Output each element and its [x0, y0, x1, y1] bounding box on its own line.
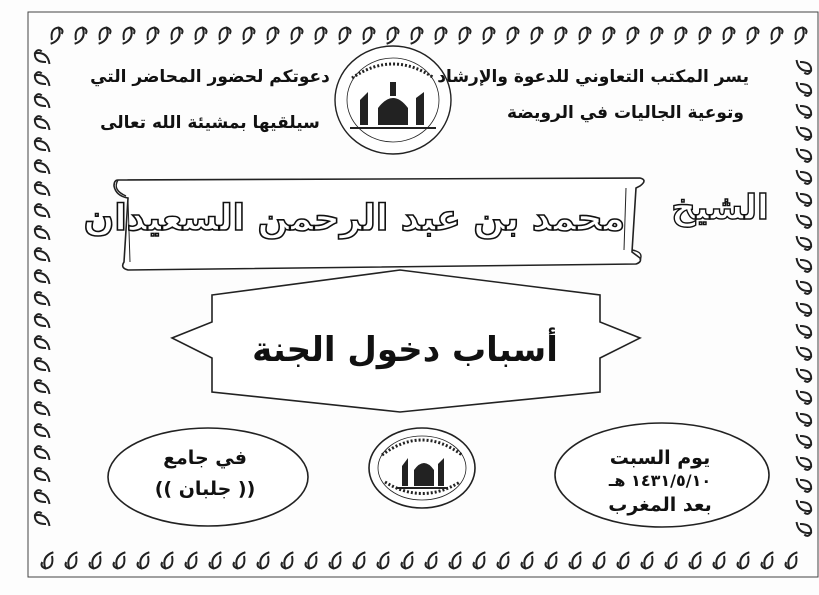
border-swirl: [33, 291, 53, 308]
border-swirl: [33, 49, 53, 66]
border-swirl: [793, 520, 813, 537]
border-swirl: [432, 26, 447, 46]
border-swirl: [112, 550, 127, 570]
border-swirl: [33, 181, 53, 198]
border-swirl: [576, 26, 591, 46]
border-swirl: [33, 115, 53, 132]
border-swirl: [760, 550, 775, 570]
border-swirl: [384, 26, 399, 46]
border-swirl: [793, 124, 813, 141]
border-swirl: [120, 26, 135, 46]
border-swirl: [768, 26, 783, 46]
border-swirl: [793, 212, 813, 229]
border-swirl: [792, 26, 807, 46]
border-swirl: [472, 550, 487, 570]
border-swirl: [496, 550, 511, 570]
border-swirl: [376, 550, 391, 570]
border-swirl: [784, 550, 799, 570]
border-swirl: [33, 137, 53, 154]
border-swirl: [72, 26, 87, 46]
border-swirl: [793, 146, 813, 163]
border-swirl: [33, 93, 53, 110]
organization-line-2: وتوعية الجاليات في الرويضة: [507, 103, 744, 123]
border-swirl: [136, 550, 151, 570]
invitation-line-1: دعوتكم لحضور المحاضر التي: [90, 67, 330, 87]
border-swirl: [304, 550, 319, 570]
border-swirl: [793, 256, 813, 273]
border-swirl: [33, 511, 53, 528]
border-swirl: [400, 550, 415, 570]
border-swirl: [720, 26, 735, 46]
border-swirl: [33, 71, 53, 88]
border-swirl: [793, 344, 813, 361]
border-swirl: [216, 26, 231, 46]
border-swirl: [640, 550, 655, 570]
border-swirl: [793, 58, 813, 75]
venue-oval: [108, 428, 308, 526]
border-swirl: [448, 550, 463, 570]
border-swirl: [793, 454, 813, 471]
border-swirl: [144, 26, 159, 46]
border-swirl: [96, 26, 111, 46]
border-swirl: [360, 26, 375, 46]
border-swirl: [793, 498, 813, 515]
border-swirl: [544, 550, 559, 570]
border-swirl: [520, 550, 535, 570]
border-swirl: [793, 476, 813, 493]
border-swirl: [600, 26, 615, 46]
border-swirl: [793, 190, 813, 207]
border-swirl: [256, 550, 271, 570]
border-swirl: [648, 26, 663, 46]
border-swirl: [480, 26, 495, 46]
border-swirl: [793, 80, 813, 97]
border-swirl: [33, 489, 53, 506]
border-swirl: [793, 102, 813, 119]
border-swirl: [33, 247, 53, 264]
border-swirl: [33, 313, 53, 330]
schedule-date: ١٤٣١/٥/١٠ هـ: [608, 471, 712, 490]
border-swirl: [672, 26, 687, 46]
border-swirl: [793, 168, 813, 185]
border-swirl: [688, 550, 703, 570]
border-swirl: [168, 26, 183, 46]
border-swirl: [793, 322, 813, 339]
border-swirl: [664, 550, 679, 570]
lecture-title: أسباب دخول الجنة: [252, 330, 558, 370]
border-swirl: [208, 550, 223, 570]
border-swirl: [793, 234, 813, 251]
border-swirl: [793, 278, 813, 295]
border-swirl: [456, 26, 471, 46]
border-swirl: [33, 225, 53, 242]
border-swirl: [528, 26, 543, 46]
organization-line-1: يسر المكتب التعاوني للدعوة والإرشاد: [437, 67, 749, 87]
border-swirl: [312, 26, 327, 46]
border-swirl: [408, 26, 423, 46]
border-swirl: [288, 26, 303, 46]
border-swirl: [33, 379, 53, 396]
border-swirl: [88, 550, 103, 570]
speaker-title: الشيخ: [671, 188, 769, 228]
border-swirl: [328, 550, 343, 570]
border-swirl: [64, 550, 79, 570]
border-swirl: [33, 401, 53, 418]
speaker-name: محمد بن عبد الرحمن السعيدان: [83, 198, 625, 239]
venue-label: في جامع: [163, 447, 247, 469]
border-swirl: [793, 388, 813, 405]
mosque-name: (( جلبان )): [154, 478, 256, 500]
border-swirl: [712, 550, 727, 570]
border-swirl: [48, 26, 63, 46]
border-swirl: [33, 423, 53, 440]
border-swirl: [33, 467, 53, 484]
border-swirl: [736, 550, 751, 570]
border-swirl: [793, 300, 813, 317]
border-swirl: [568, 550, 583, 570]
border-swirl: [184, 550, 199, 570]
border-swirl: [504, 26, 519, 46]
border-swirl: [744, 26, 759, 46]
border-swirl: [793, 410, 813, 427]
border-swirl: [33, 335, 53, 352]
border-swirl: [352, 550, 367, 570]
mosque-stamp-icon: [369, 428, 475, 508]
border-swirl: [232, 550, 247, 570]
border-swirl: [33, 445, 53, 462]
border-swirl: [592, 550, 607, 570]
border-swirl: [264, 26, 279, 46]
border-swirl: [793, 432, 813, 449]
border-swirl: [160, 550, 175, 570]
border-swirl: [696, 26, 711, 46]
border-swirl: [33, 269, 53, 286]
border-swirl: [336, 26, 351, 46]
border-swirl: [240, 26, 255, 46]
border-swirl: [33, 203, 53, 220]
border-swirl: [424, 550, 439, 570]
border-swirl: [33, 357, 53, 374]
border-swirl: [793, 366, 813, 383]
border-swirl: [624, 26, 639, 46]
mosque-emblem-icon: [335, 46, 451, 154]
border-swirl: [192, 26, 207, 46]
border-swirl: [552, 26, 567, 46]
border-swirl: [280, 550, 295, 570]
border-swirl: [40, 550, 55, 570]
border-swirl: [616, 550, 631, 570]
schedule-time: بعد المغرب: [608, 494, 712, 516]
invitation-line-2: سيلقيها بمشيئة الله تعالى: [100, 113, 320, 133]
border-swirl: [33, 159, 53, 176]
schedule-day: يوم السبت: [609, 447, 711, 469]
